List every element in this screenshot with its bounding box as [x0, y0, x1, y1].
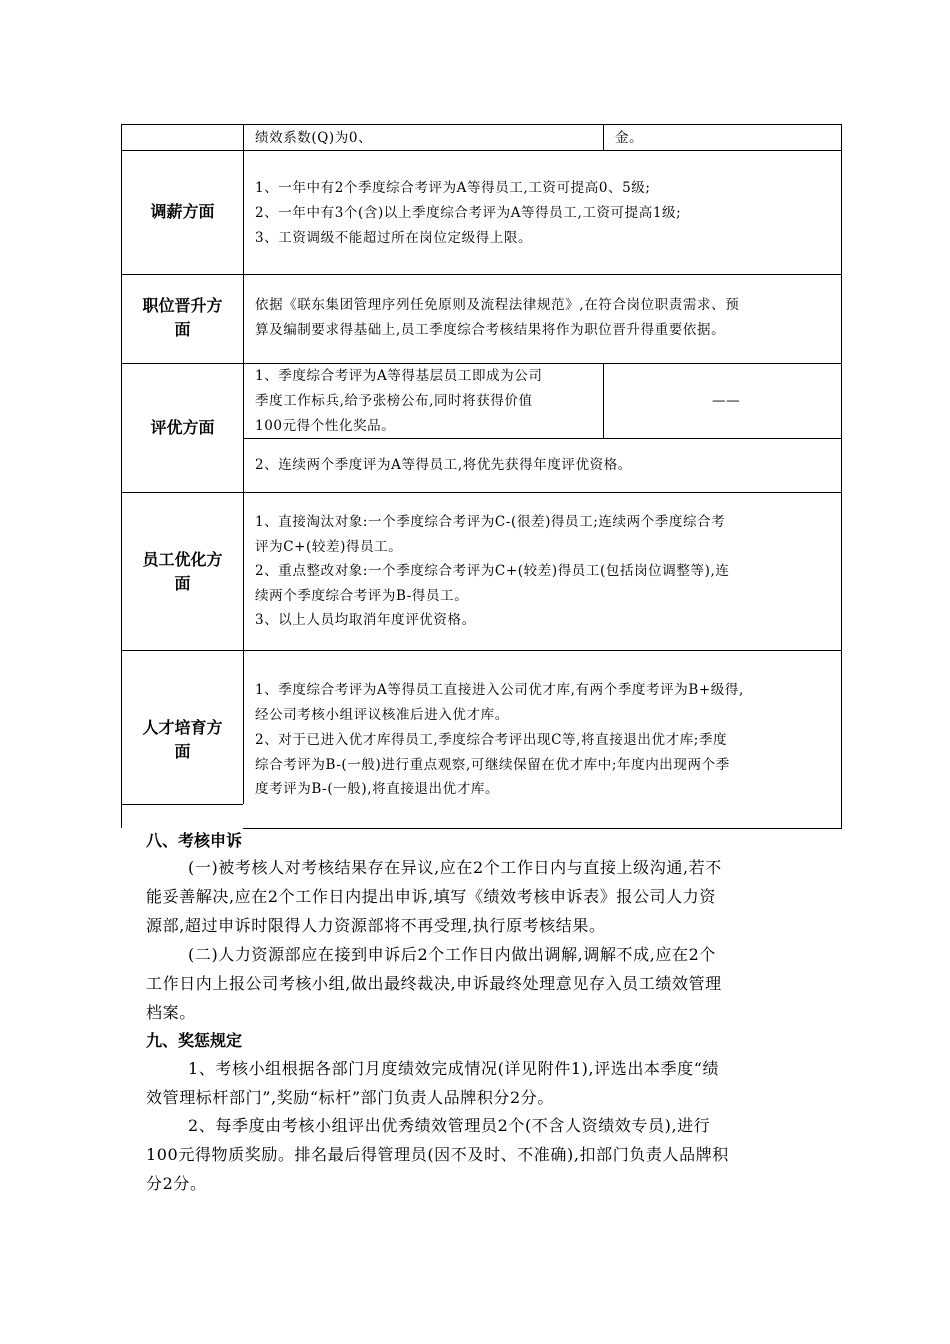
salary-line-3: 3、工资调级不能超过所在岗位定级得上限。 [255, 230, 533, 246]
s8-p2-line-3: 档案。 [146, 1003, 196, 1022]
promotion-line-1: 依据《联东集团管理序列任免原则及流程法律规范》,在符合岗位职责需求、预 [255, 297, 740, 313]
optimization-label-line2: 面 [174, 574, 191, 593]
award-sub1-line-2: 季度工作标兵,给予张榜公布,同时将获得价值 [255, 393, 533, 409]
promotion-label-line2: 面 [174, 320, 191, 339]
s9-p2-line-3: 分2分。 [146, 1174, 207, 1193]
optimization-line-2: 评为C+(较差)得员工。 [255, 539, 403, 555]
table-border-right [841, 124, 842, 828]
row-divider-4 [121, 492, 842, 493]
s8-p2-line-1-text: (二)人力资源部应在接到申诉后2个工作日内做出调解,调解不成,应在2个 [188, 945, 717, 964]
s8-p2-line-1 [146, 940, 826, 969]
award-sub1-line-1: 1、季度综合考评为A等得基层员工即成为公司 [255, 368, 543, 384]
section-8-paragraph-1 [146, 853, 826, 940]
s8-p1-line-3: 源部,超过申诉时限得人力资源部将不再受理,执行原考核结果。 [146, 916, 606, 935]
s8-p1-line-1 [146, 853, 826, 882]
talent-line-3: 2、对于已进入优才库得员工,季度综合考评出现C等,将直接退出优才库;季度 [255, 732, 728, 748]
talent-line-4: 综合考评为B-(一般)进行重点观察,可继续保留在优才库中;年度内出现两个季 [255, 757, 730, 773]
s9-p2-line-2: 100元得物质奖励。排名最后得管理员(因不及时、不准确),扣部门负责人品牌积 [146, 1145, 729, 1164]
award-label: 评优方面 [150, 418, 215, 437]
salary-line-2: 2、一年中有3个(含)以上季度综合考评为A等得员工,工资可提高1级; [255, 205, 682, 221]
talent-line-5: 度考评为B-(一般),将直接退出优才库。 [255, 781, 500, 797]
talent-label-line1: 人才培育方 [142, 718, 223, 737]
optimization-line-4: 续两个季度综合考评为B-得员工。 [255, 588, 469, 604]
row-divider-2 [121, 274, 842, 275]
optimization-line-5: 3、以上人员均取消年度评优资格。 [255, 612, 476, 628]
talent-label-line2: 面 [174, 742, 191, 761]
optimization-label-line1: 员工优化方 [142, 550, 223, 569]
table-border-top [121, 124, 842, 125]
talent-line-2: 经公司考核小组评议核准后进入优才库。 [255, 707, 509, 723]
promotion-label-line1: 职位晋升方 [142, 296, 223, 315]
s8-p2-line-2: 工作日内上报公司考核小组,做出最终裁决,申诉最终处理意见存入员工绩效管理 [146, 974, 722, 993]
optimization-label [122, 548, 243, 596]
talent-label [122, 716, 243, 764]
section-9-heading: 九、奖惩规定 [146, 1031, 243, 1050]
award-row-split [603, 363, 604, 438]
s9-p1-line-1-text: 1、考核小组根据各部门月度绩效完成情况(详见附件1),评选出本季度“绩 [188, 1059, 720, 1078]
award-sub1-line-3: 100元得个性化奖品。 [255, 418, 396, 434]
salary-adjust-label: 调薪方面 [150, 202, 215, 221]
section-9-paragraph-2 [146, 1111, 826, 1198]
table-border-bottom [243, 828, 842, 829]
row-divider-5 [121, 650, 842, 651]
talent-line-1: 1、季度综合考评为A等得员工直接进入公司优才库,有两个季度考评为B+级得, [255, 682, 744, 698]
s9-p2-line-1-text: 2、每季度由考核小组评出优秀绩效管理员2个(不含人资绩效专员),进行 [188, 1116, 711, 1135]
award-sub2-text: 2、连续两个季度评为A等得员工,将优先获得年度评优资格。 [255, 457, 632, 473]
promotion-line-2: 算及编制要求得基础上,员工季度综合考核结果将作为职位晋升得重要依据。 [255, 322, 726, 338]
section-8-paragraph-2 [146, 940, 826, 1027]
salary-line-1: 1、一年中有2个季度综合考评为A等得员工,工资可提高0、5级; [255, 180, 651, 196]
s8-p1-line-1-text: (一)被考核人对考核结果存在异议,应在2个工作日内与直接上级沟通,若不 [188, 858, 722, 877]
promotion-label [122, 294, 243, 342]
row-divider-6 [121, 804, 243, 805]
label-column-divider [243, 124, 244, 804]
optimization-line-3: 2、重点整改对象:一个季度综合考评为C+(较差)得员工(包括岗位调整等),连 [255, 563, 730, 579]
top-row-split [603, 124, 604, 150]
s9-p1-line-2: 效管理标杆部门”,奖励“标杆”部门负责人品牌积分2分。 [146, 1088, 555, 1107]
award-sub1-dash: —— [712, 393, 741, 409]
section-9-paragraph-1 [146, 1054, 826, 1112]
top-row-left-text: 绩效系数(Q)为0、 [255, 130, 373, 146]
optimization-line-1: 1、直接淘汰对象:一个季度综合考评为C-(很差)得员工;连续两个季度综合考 [255, 514, 726, 530]
top-row-right-text: 金。 [615, 130, 644, 146]
s8-p1-line-2: 能妥善解决,应在2个工作日内提出申诉,填写《绩效考核申诉表》报公司人力资 [146, 887, 716, 906]
row-divider-1 [121, 150, 842, 151]
s9-p2-line-1 [146, 1111, 826, 1140]
s9-p1-line-1 [146, 1054, 826, 1083]
section-8-heading: 八、考核申诉 [146, 831, 243, 850]
